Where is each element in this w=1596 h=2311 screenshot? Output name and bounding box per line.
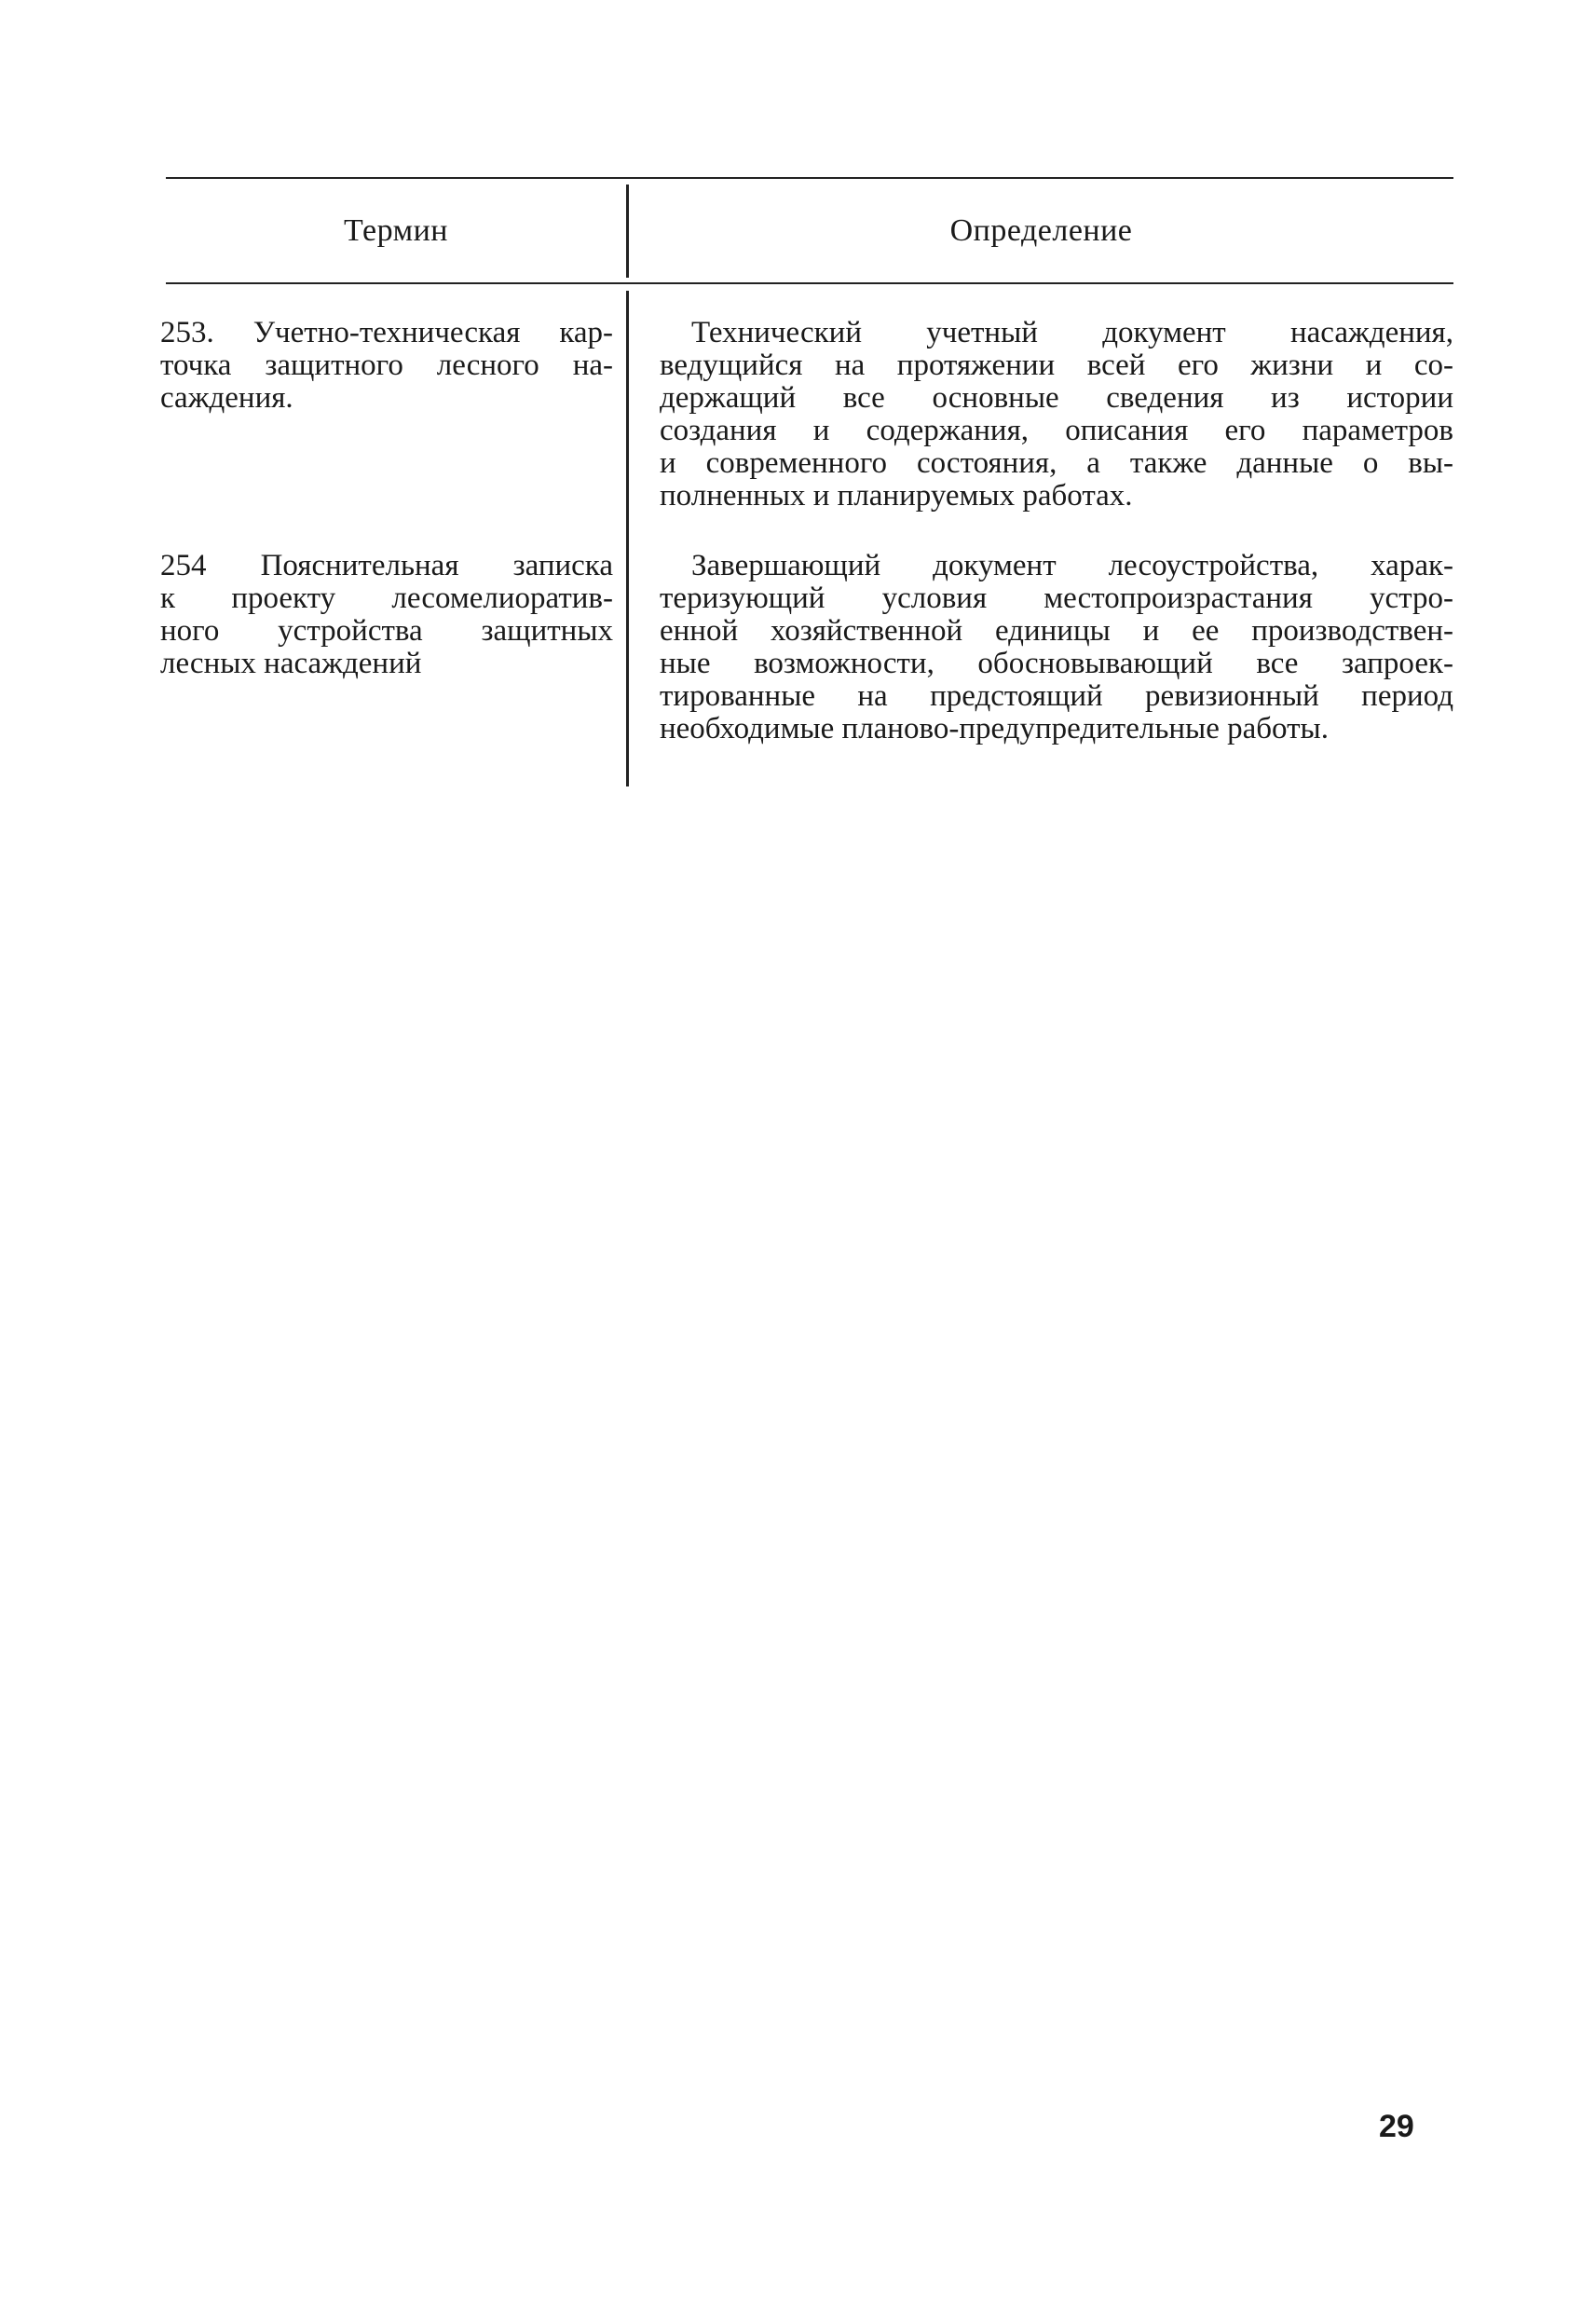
definition-line: енной хозяйственной единицы и ее производствен- [660, 614, 1453, 648]
definition-line: необходимые планово-предупредительные работы. [660, 712, 1329, 745]
term-line: саждения. [160, 381, 293, 415]
term-line: 254 Пояснительная записка [160, 549, 613, 582]
header-term: Термин [344, 213, 448, 248]
definition-line: тированные на предстоящий ревизионный период [660, 679, 1453, 713]
definition-line: Завершающий документ лесоустройства, харак- [691, 549, 1453, 582]
definition-line: полненных и планируемых работах. [660, 479, 1133, 513]
definition-line: и современного состояния, а также данные о вы- [660, 446, 1453, 480]
term-line: к проекту лесомелиоратив- [160, 581, 613, 615]
term-line: ного устройства защитных [160, 614, 613, 648]
definition-line: создания и содержания, описания его параметров [660, 414, 1453, 447]
header-definition: Определение [949, 213, 1133, 248]
table-row-2-definition [660, 550, 1453, 745]
term-line: точка защитного лесного на- [160, 349, 613, 382]
page-number: 29 [1379, 2109, 1414, 2144]
table-header-rule [166, 282, 1453, 284]
table-row-2-term [160, 550, 613, 680]
term-line: 253. Учетно-техническая кар- [160, 316, 613, 349]
table-column-divider-body [626, 291, 629, 786]
table-row-1-definition [660, 317, 1453, 513]
definition-line: держащий все основные сведения из истории [660, 381, 1453, 415]
definition-line: ведущийся на протяжении всей его жизни и со- [660, 349, 1453, 382]
definition-line: ные возможности, обосновывающий все запроек- [660, 647, 1453, 680]
table-top-rule [166, 177, 1453, 179]
term-line: лесных насаждений [160, 647, 422, 680]
definition-line: теризующий условия местопроизрастания устро- [660, 581, 1453, 615]
table-row-1-term [160, 317, 613, 415]
definition-line: Технический учетный документ насаждения, [691, 316, 1453, 349]
